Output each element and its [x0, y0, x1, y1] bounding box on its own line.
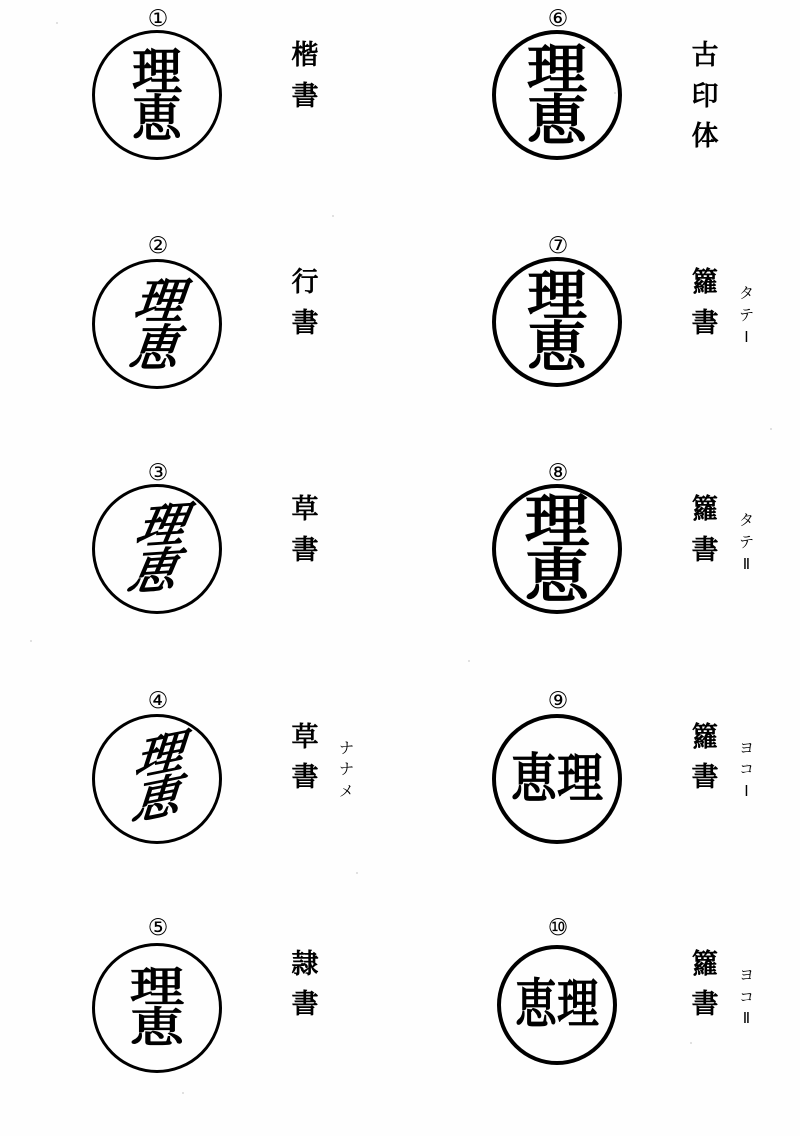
sublabel-char: タ	[738, 511, 755, 530]
sublabel-char: ヨ	[738, 965, 755, 984]
label-char: 書	[691, 989, 719, 1021]
seal-glyphs-5	[129, 962, 185, 1052]
label-char: 印	[691, 80, 719, 112]
label-char: 書	[691, 307, 719, 339]
seal-card-7[interactable]	[400, 227, 800, 454]
seal-impression-3[interactable]	[92, 484, 222, 614]
seal-glyph: 理	[132, 41, 182, 101]
seal-glyph: 理	[527, 264, 587, 329]
sublabel-char: ヨ	[738, 738, 755, 757]
label-char: 籮	[691, 494, 719, 526]
seal-glyph: 恵	[511, 746, 557, 809]
seal-style-label-8	[682, 490, 728, 571]
label-char: 書	[291, 534, 319, 566]
seal-style-sublabel-4	[334, 738, 360, 803]
label-char: 籮	[691, 721, 719, 753]
seal-impression-10[interactable]	[497, 945, 617, 1065]
sublabel-char: Ⅰ	[744, 327, 750, 346]
label-char: 行	[291, 267, 319, 299]
sublabel-char: タ	[738, 284, 755, 303]
seal-glyphs-8	[524, 486, 590, 611]
label-char: 草	[291, 494, 319, 526]
seal-number-3: ③	[147, 460, 169, 487]
seal-glyph: 理	[557, 746, 603, 809]
seal-style-label-4	[282, 718, 328, 799]
label-char: 楷	[291, 40, 319, 71]
sublabel-char: コ	[738, 760, 755, 779]
seal-glyphs-9	[511, 746, 603, 809]
seal-glyph: 恵	[132, 89, 182, 148]
seal-glyph: 恵	[524, 541, 590, 611]
seal-glyph: 恵	[515, 973, 557, 1035]
seal-style-label-6	[682, 36, 728, 158]
seal-glyph: 理	[557, 973, 599, 1035]
seal-glyphs-10	[515, 973, 599, 1035]
seal-style-label-7	[682, 263, 728, 344]
seal-number-4: ④	[147, 687, 169, 714]
seal-impression-7[interactable]	[492, 257, 622, 387]
seal-style-sublabel-8	[734, 510, 760, 575]
seal-glyph: 恵	[526, 88, 588, 152]
seal-glyph: 理	[526, 36, 588, 101]
label-char: 書	[291, 762, 319, 794]
seal-card-1[interactable]	[0, 0, 400, 227]
seal-card-9[interactable]	[400, 682, 800, 909]
seal-number-7: ⑦	[547, 233, 569, 260]
seal-card-10[interactable]	[400, 909, 800, 1136]
label-char: 書	[291, 80, 319, 112]
sublabel-char: テ	[738, 533, 755, 552]
seal-impression-6[interactable]	[492, 30, 622, 160]
seal-glyph: 理	[131, 496, 191, 556]
seal-impression-1[interactable]	[92, 30, 222, 160]
seal-impression-4[interactable]	[92, 714, 222, 844]
seal-glyph: 恵	[129, 1002, 185, 1052]
label-char: 書	[291, 989, 319, 1021]
sublabel-char: Ⅰ	[744, 782, 750, 801]
seal-style-label-1	[282, 36, 328, 117]
label-char: 籮	[691, 267, 719, 299]
sublabel-char: コ	[738, 987, 755, 1006]
seal-glyph: 理	[524, 486, 590, 556]
seal-card-8[interactable]	[400, 454, 800, 681]
label-char: 隷	[291, 948, 319, 980]
seal-card-5[interactable]	[0, 909, 400, 1136]
sublabel-char: ナ	[338, 760, 355, 779]
seal-impression-9[interactable]	[492, 714, 622, 844]
sublabel-char: メ	[338, 782, 355, 801]
seal-glyphs-1	[132, 41, 182, 148]
seal-number-8: ⑧	[547, 460, 569, 487]
seal-glyph: 理	[132, 724, 186, 788]
label-char: 体	[691, 121, 719, 152]
seal-style-sublabel-7	[734, 283, 760, 348]
seal-number-9: ⑨	[547, 687, 569, 714]
seal-glyph: 理	[129, 962, 185, 1012]
seal-style-sublabel-9	[734, 738, 760, 803]
seal-glyph: 理	[131, 271, 188, 330]
seal-glyph: 恵	[527, 315, 587, 380]
seal-glyphs-6	[526, 36, 588, 152]
seal-number-1: ①	[147, 6, 169, 32]
seal-impression-8[interactable]	[492, 484, 622, 614]
seal-card-4[interactable]	[0, 682, 400, 909]
label-char: 書	[691, 762, 719, 794]
seal-style-label-9	[682, 718, 728, 799]
seal-impression-5[interactable]	[92, 943, 222, 1073]
seal-style-label-3	[282, 490, 328, 571]
seal-number-10: ⑩	[547, 914, 569, 941]
label-char: 書	[691, 534, 719, 566]
sublabel-char: Ⅱ	[742, 554, 752, 573]
seal-glyphs-7	[527, 264, 587, 380]
seal-glyph: 恵	[123, 541, 183, 601]
seal-glyph: 恵	[129, 767, 182, 832]
label-char: 籮	[691, 948, 719, 980]
sublabel-char: Ⅱ	[742, 1009, 752, 1028]
sublabel-char: テ	[738, 305, 755, 324]
seal-glyphs-4	[129, 724, 186, 832]
seal-card-6[interactable]	[400, 0, 800, 227]
seal-glyphs-3	[123, 496, 191, 601]
seal-glyph: 恵	[127, 318, 183, 377]
seal-style-label-10	[682, 945, 728, 1026]
sublabel-char: ナ	[338, 738, 355, 757]
seal-card-3[interactable]	[0, 454, 400, 681]
seal-number-5: ⑤	[147, 914, 169, 941]
seal-glyphs-2	[127, 271, 188, 377]
seal-number-6: ⑥	[547, 6, 569, 32]
seal-style-label-2	[282, 263, 328, 344]
seal-card-2[interactable]	[0, 227, 400, 454]
seal-impression-2[interactable]	[92, 259, 222, 389]
label-char: 書	[291, 307, 319, 339]
seal-number-2: ②	[147, 233, 169, 260]
seal-style-sublabel-10	[734, 965, 760, 1030]
label-char: 草	[291, 721, 319, 753]
label-char: 古	[691, 40, 719, 71]
seal-style-label-5	[282, 945, 328, 1026]
